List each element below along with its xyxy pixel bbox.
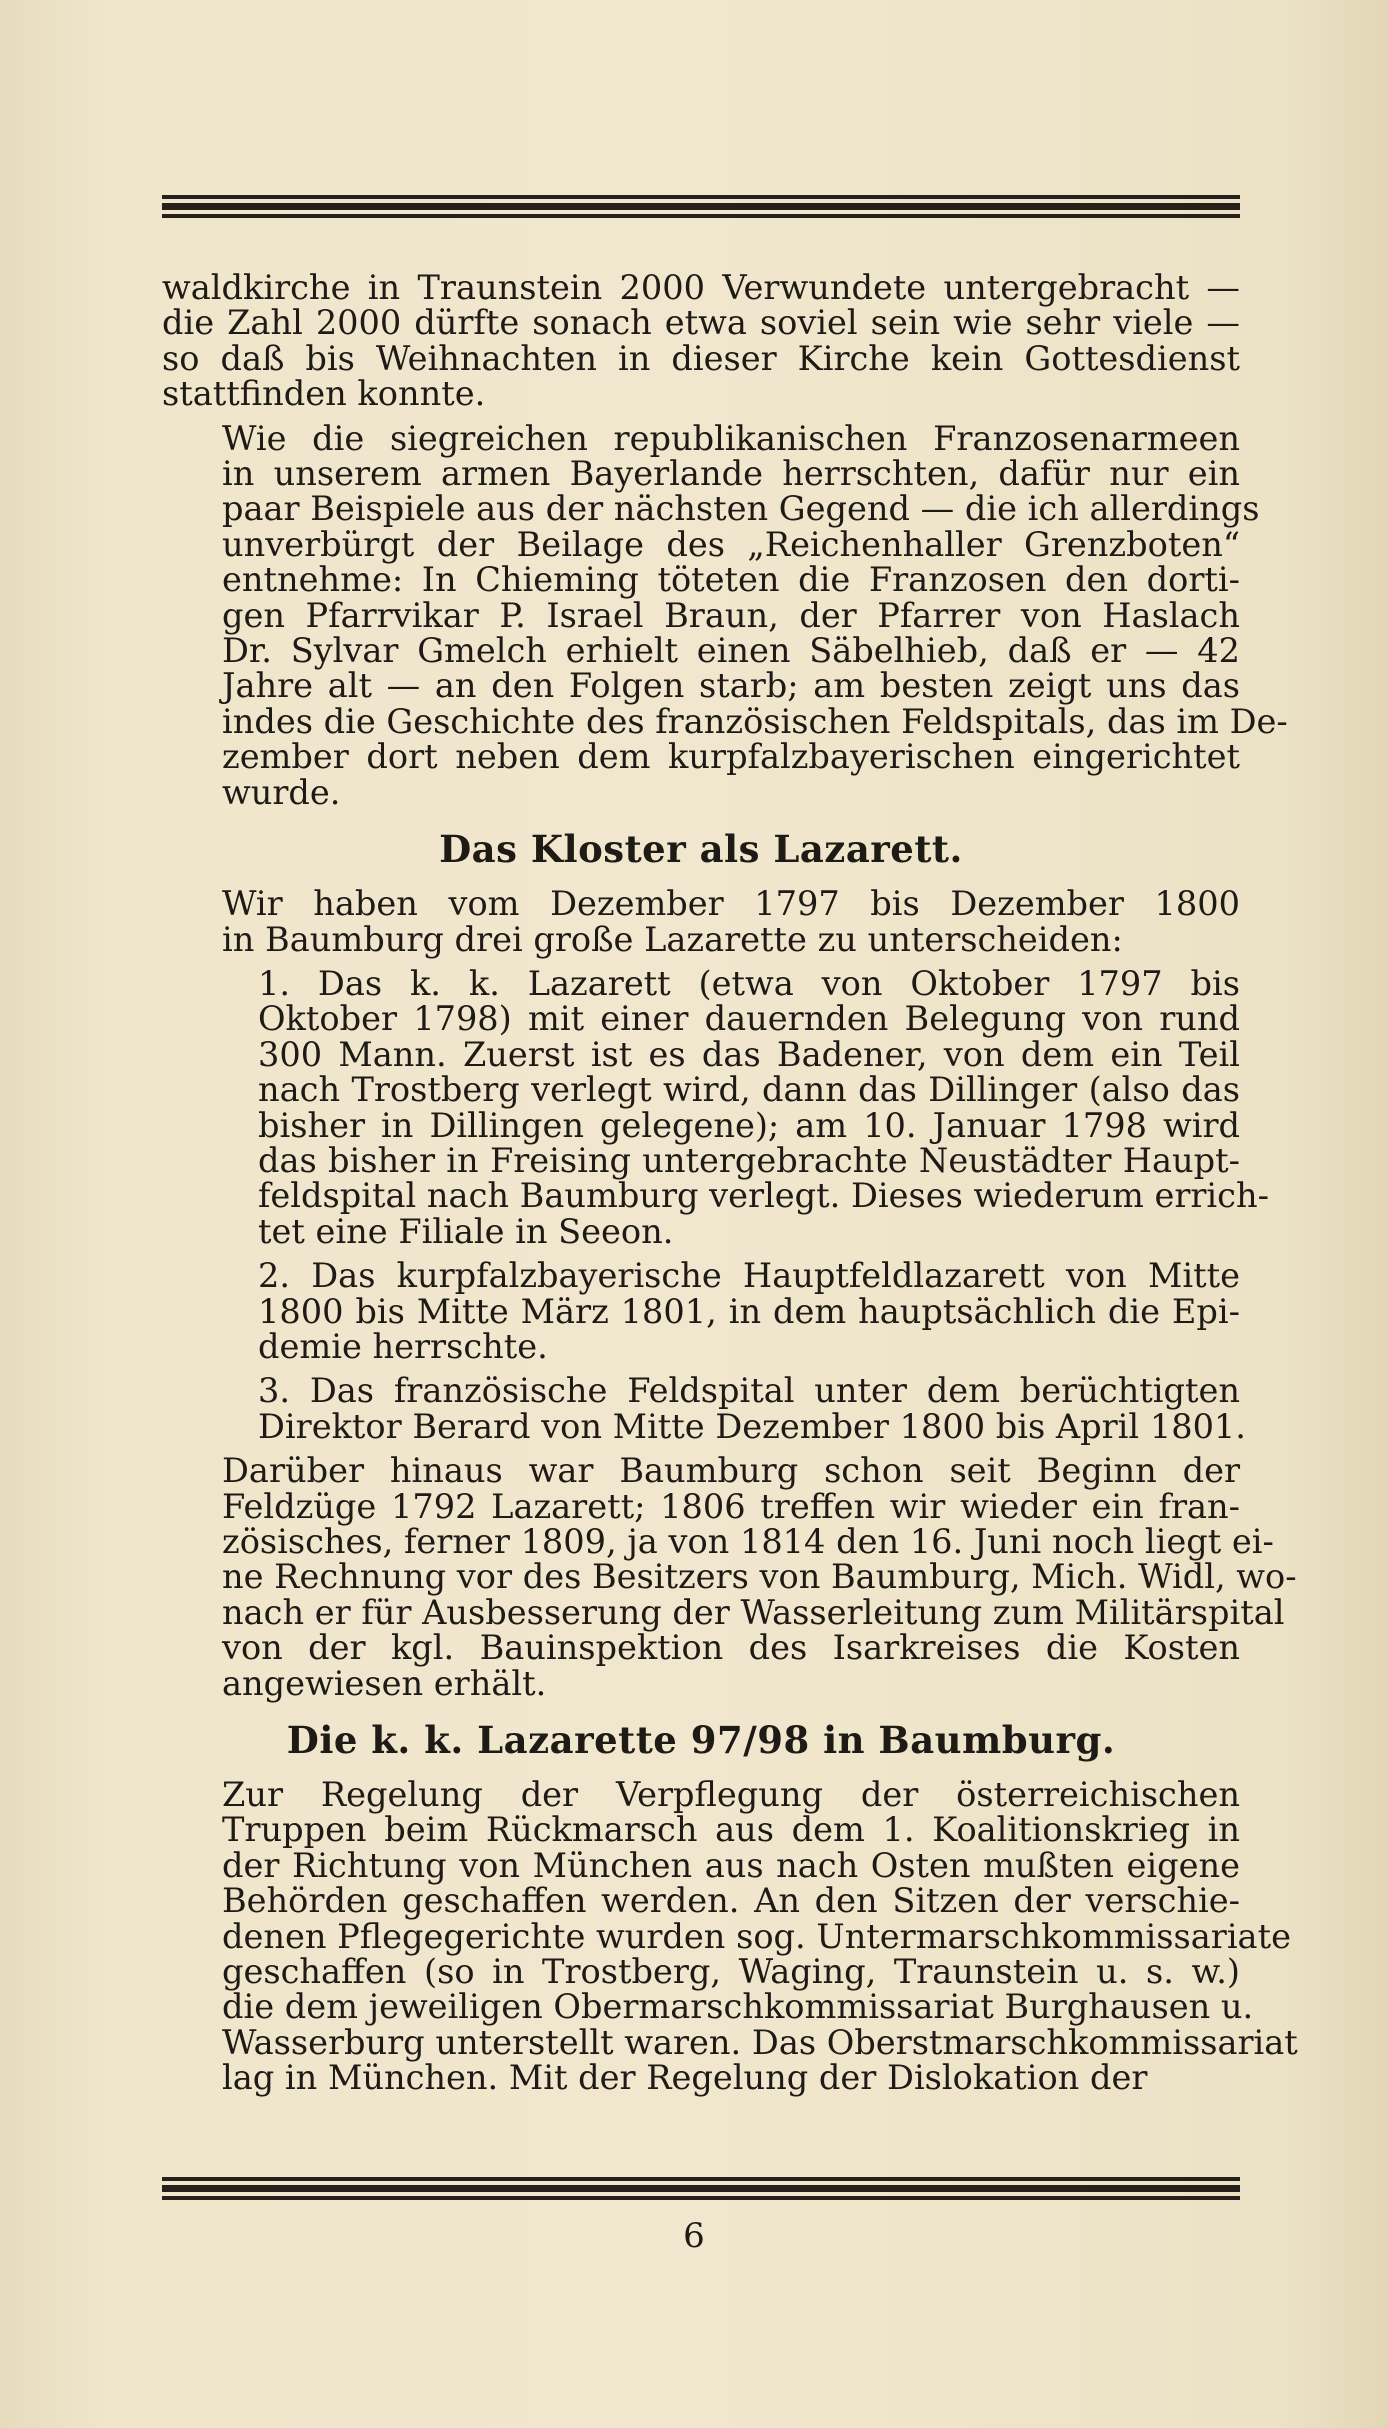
- text-line: in Baumburg drei große Lazarette zu unterscheiden:: [222, 919, 1123, 959]
- text-line: Wie die siegreichen republikanischen Franzosenarmeen: [222, 418, 1240, 458]
- paragraph: [162, 886, 1240, 957]
- text-line: Dr. Sylvar Gmelch erhielt einen Säbelhieb, daß er — 42: [222, 631, 1240, 671]
- bottom-rule: [162, 2177, 1240, 2203]
- text-line: 1800 bis Mitte März 1801, in dem hauptsächlich die Epi-: [258, 1291, 1240, 1331]
- paragraph: [162, 418, 1288, 812]
- paragraph: [162, 1258, 1240, 1364]
- text-line: ne Rechnung vor des Besitzers von Baumburg, Mich. Widl, wo-: [222, 1557, 1297, 1597]
- text-line: Behörden geschaffen werden. An den Sitzen der verschie-: [222, 1881, 1240, 1921]
- text-line: waldkirche in Traunstein 2000 Verwundete untergebracht —: [162, 268, 1240, 307]
- text-line: 3. Das französische Feldspital unter dem berüchtigten: [258, 1371, 1240, 1411]
- text-line: wurde.: [222, 772, 341, 812]
- text-line: zösisches, ferner 1809, ja von 1814 den 16. Juni noch liegt ei-: [222, 1522, 1274, 1561]
- text-line: paar Beispiele aus der nächsten Gegend — die ich allerdings: [222, 489, 1260, 529]
- page-text: [162, 268, 1298, 2105]
- text-line: bisher in Dillingen gelegene); am 10. Januar 1798 wird: [258, 1105, 1240, 1145]
- text-line: Feldzüge 1792 Lazarett; 1806 treffen wir wieder ein fran-: [222, 1486, 1240, 1526]
- text-line: indes die Geschichte des französischen Feldspitals, das im De-: [222, 701, 1288, 741]
- text-line: stattfinden konnte.: [162, 374, 486, 414]
- text-line: zember dort neben dem kurpfalzbayerischen eingerichtet: [222, 737, 1240, 777]
- paragraph: [162, 1371, 1246, 1446]
- text-line: Darüber hinaus war Baumburg schon seit Beginn der: [222, 1451, 1240, 1491]
- text-line: nach Trostberg verlegt wird, dann das Dillinger (also das: [258, 1070, 1240, 1110]
- text-line: demie herrschte.: [258, 1326, 548, 1366]
- paragraph: [162, 963, 1269, 1251]
- paragraph: [162, 1451, 1297, 1703]
- text-line: angewiesen erhält.: [222, 1663, 547, 1703]
- text-line: geschaffen (so in Trostberg, Waging, Traunstein u. s. w.): [222, 1952, 1240, 1992]
- text-line: von der kgl. Bauinspektion des Isarkreises die Kosten: [222, 1628, 1240, 1668]
- text-line: 300 Mann. Zuerst ist es das Badener, von dem ein Teil: [258, 1034, 1240, 1074]
- text-line: Zur Regelung der Verpflegung der österreichischen: [222, 1775, 1240, 1815]
- paragraph: [162, 270, 1240, 412]
- text-line: das bisher in Freising untergebrachte Neustädter Haupt-: [258, 1140, 1240, 1180]
- text-line: die dem jeweiligen Obermarschkommissariat Burghausen u.: [222, 1987, 1254, 2027]
- text-line: gen Pfarrvikar P. Israel Braun, der Pfarrer von Haslach: [222, 595, 1240, 635]
- text-line: lag in München. Mit der Regelung der Dislokation der: [222, 2058, 1148, 2098]
- text-line: tet eine Filiale in Seeon.: [258, 1211, 674, 1251]
- text-line: Wir haben vom Dezember 1797 bis Dezember 1800: [222, 884, 1240, 924]
- text-line: so daß bis Weihnachten in dieser Kirche kein Gottesdienst: [162, 338, 1240, 378]
- text-line: feldspital nach Baumburg verlegt. Dieses wiederum errich-: [258, 1176, 1269, 1216]
- text-line: 1. Das k. k. Lazarett (etwa von Oktober 1797 bis: [258, 963, 1240, 1003]
- section-heading: Das Kloster als Lazarett.: [439, 827, 963, 872]
- text-line: in unserem armen Bayerlande herrschten, dafür nur ein: [222, 454, 1240, 494]
- text-line: Direktor Berard von Mitte Dezember 1800 bis April 1801.: [258, 1406, 1246, 1446]
- page-number: 6: [683, 2216, 705, 2256]
- paragraph: [162, 1775, 1298, 2098]
- top-rule: [162, 195, 1240, 221]
- text-line: nach er für Ausbesserung der Wasserleitung zum Militärspital: [222, 1592, 1285, 1632]
- text-line: 2. Das kurpfalzbayerische Hauptfeldlazarett von Mitte: [258, 1256, 1240, 1296]
- text-line: denen Pflegegerichte wurden sog. Untermarschkommissariate: [222, 1916, 1291, 1956]
- text-line: unverbürgt der Beilage des „Reichenhaller Grenzboten“: [222, 524, 1240, 564]
- text-line: der Richtung von München aus nach Osten mußten eigene: [222, 1845, 1240, 1885]
- text-line: die Zahl 2000 dürfte sonach etwa soviel sein wie sehr viele —: [162, 303, 1240, 343]
- text-line: entnehme: In Chieming töteten die Franzosen den dorti-: [222, 560, 1240, 600]
- section-heading: Die k. k. Lazarette 97/98 in Baumburg.: [286, 1718, 1116, 1763]
- text-line: Jahre alt — an den Folgen starb; am besten zeigt uns das: [222, 666, 1240, 706]
- text-line: Oktober 1798) mit einer dauernden Belegung von rund: [258, 999, 1240, 1039]
- text-line: Wasserburg unterstellt waren. Das Oberstmarschkommissariat: [222, 2022, 1298, 2062]
- text-line: Truppen beim Rückmarsch aus dem 1. Koalitionskrieg in: [222, 1810, 1240, 1850]
